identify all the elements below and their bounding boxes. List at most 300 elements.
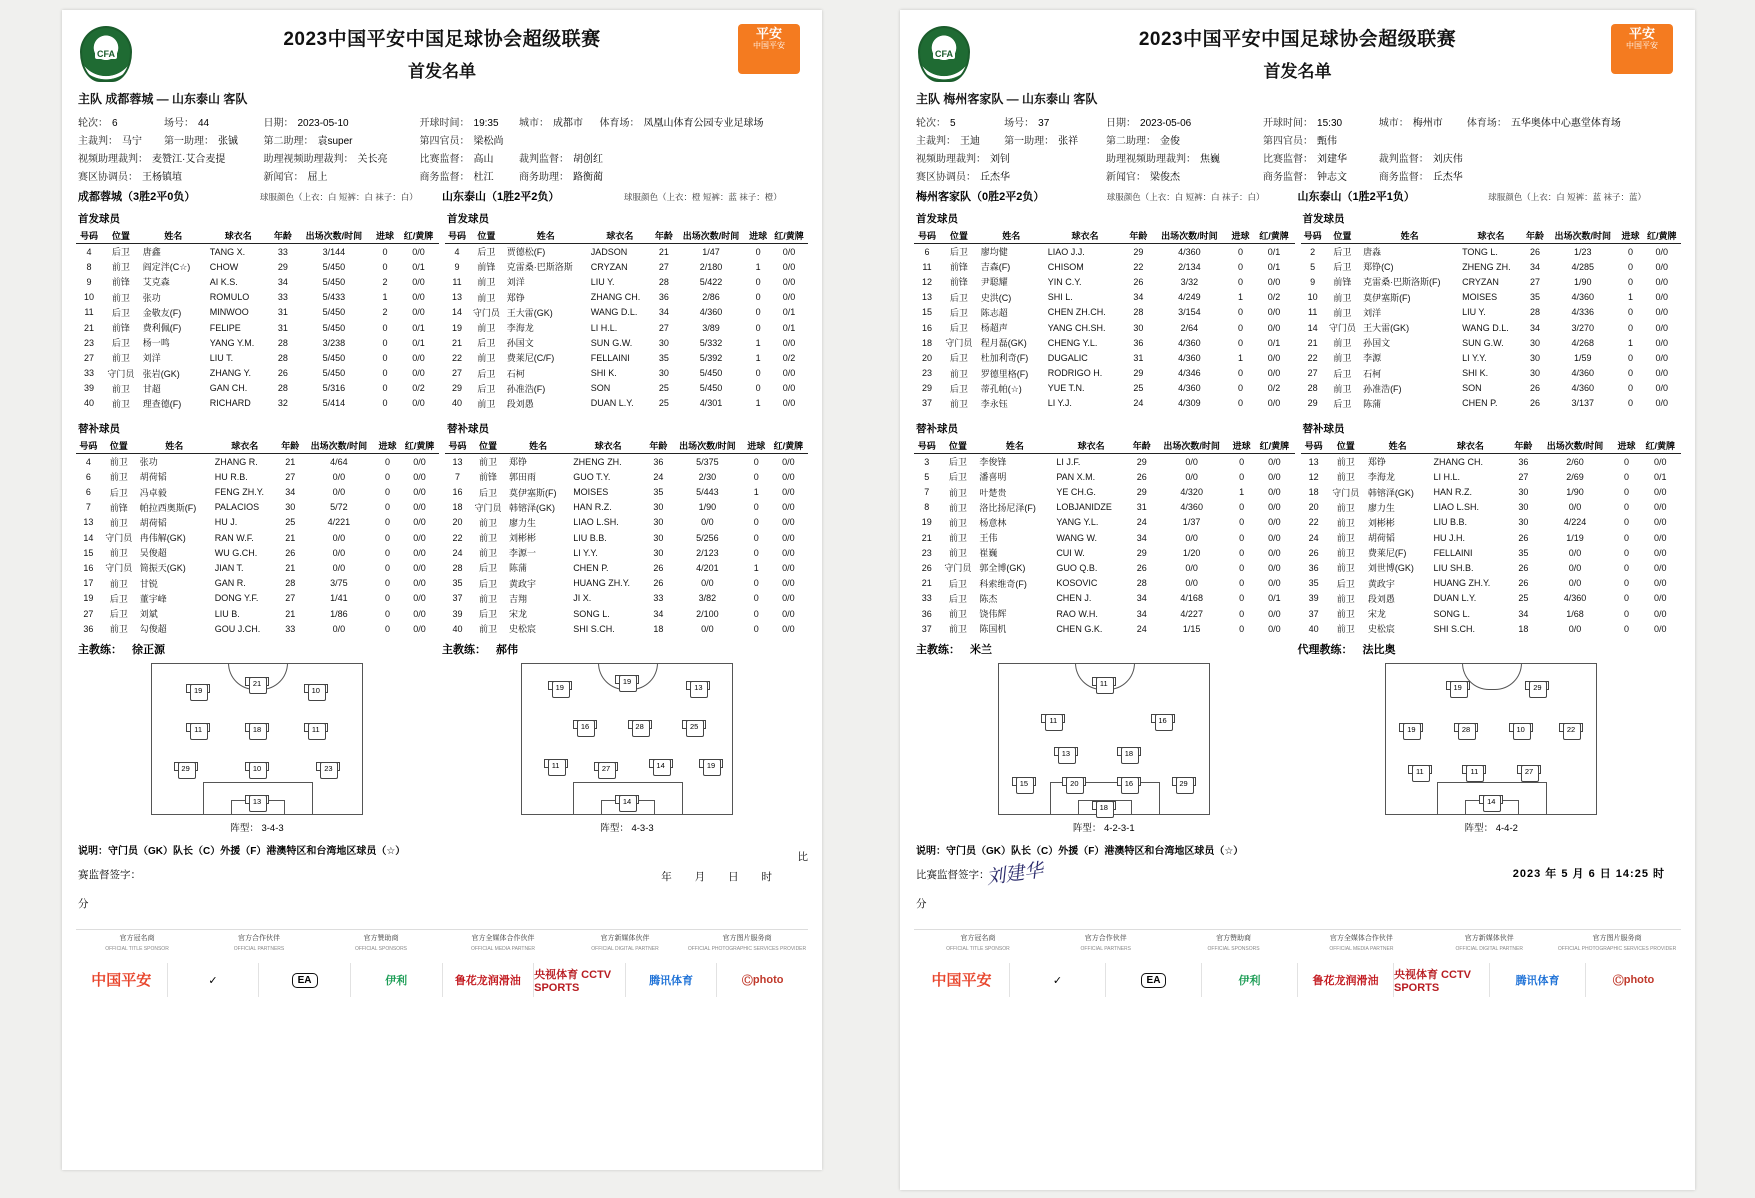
meta-label: 赛区协调员： <box>916 171 976 183</box>
player-position: 后卫 <box>948 457 967 468</box>
column-header: 出场次数/时间 <box>671 438 744 454</box>
away-starters-table <box>445 228 808 411</box>
player-row <box>914 621 1295 636</box>
player-goals: 1 <box>1627 292 1633 303</box>
pitch-diagram <box>998 663 1210 815</box>
player-cards: 0/0 <box>782 487 795 498</box>
player-name: 崔巍 <box>979 548 998 559</box>
team-headers-left <box>62 184 822 204</box>
player-cards: 0/1 <box>1267 246 1281 257</box>
meta-value: 刘钊 <box>990 153 1010 165</box>
player-cards: 0/2 <box>782 352 796 363</box>
ping-an-logo-icon: 平安 中国平安 <box>738 24 800 74</box>
player-cards: 0/0 <box>1654 502 1667 513</box>
sponsor-label: 官方新媒体伙伴 OFFICIAL DIGITAL PARTNER <box>591 935 659 952</box>
player-age: 25 <box>658 398 669 409</box>
player-age: 34 <box>277 276 288 287</box>
player-age: 34 <box>1133 292 1144 303</box>
player-row <box>76 381 439 396</box>
home-kit-block <box>260 188 442 204</box>
player-name: 刘彬彬 <box>1367 517 1395 528</box>
player-age: 24 <box>1133 398 1144 409</box>
player-shirtname: SHI K. <box>590 368 617 379</box>
meta-value: 焦巍 <box>1200 153 1221 165</box>
player-row <box>1301 621 1682 636</box>
table-header-row <box>1301 228 1682 244</box>
player-age: 35 <box>653 487 664 498</box>
player-position: 后卫 <box>109 593 128 604</box>
player-name: 费莱尼(C/F) <box>506 353 555 364</box>
column-header: 位置 <box>470 438 506 454</box>
player-goals: 0 <box>1239 532 1245 543</box>
player-cards: 0/0 <box>1654 547 1667 558</box>
player-cards: 0/0 <box>1268 471 1281 482</box>
player-age: 30 <box>1530 352 1541 363</box>
player-goals: 0 <box>1239 471 1245 482</box>
player-age: 26 <box>1136 562 1147 573</box>
player-apps: 5/414 <box>322 398 346 409</box>
player-apps: 0/0 <box>1568 578 1582 589</box>
player-number: 4 <box>86 246 92 257</box>
player-position: 前卫 <box>111 398 130 409</box>
player-number: 6 <box>924 246 930 257</box>
away-formation-label: 阵型： 4-4-2 <box>1464 823 1518 835</box>
photo-agency-logo-icon: Ⓒ photo <box>741 974 784 988</box>
home-coach <box>916 641 1298 657</box>
player-position: 前卫 <box>1336 624 1355 635</box>
column-header: 红/黄牌 <box>770 228 808 244</box>
player-name: 洛比扬尼泽(F) <box>979 502 1036 513</box>
player-apps: 0/0 <box>701 517 714 528</box>
player-position: 后卫 <box>949 383 968 394</box>
home-kit-colors: 球服颜色（上衣：白 短裤：白 袜子：白） <box>1106 192 1265 202</box>
sponsor-label: 官方新媒体伙伴 OFFICIAL DIGITAL PARTNER <box>1455 935 1523 952</box>
cfa-logo-icon: CFA <box>918 26 970 82</box>
player-shirtname: FELLAINI <box>1433 547 1473 558</box>
player-row <box>914 591 1295 606</box>
player-age: 29 <box>1133 368 1144 379</box>
ping-an-logo-icon: 平安 中国平安 <box>1611 24 1673 74</box>
player-position: 后卫 <box>111 247 130 258</box>
player-cards: 0/0 <box>413 487 426 498</box>
player-name: 吴俊超 <box>139 548 167 559</box>
player-age: 18 <box>653 623 664 634</box>
rosters-right <box>900 204 1695 636</box>
player-number: 9 <box>454 261 460 272</box>
player-apps: 5/450 <box>699 383 723 394</box>
player-apps: 5/72 <box>330 502 348 513</box>
supervisor-signature-label: 比赛监督签字： <box>916 869 990 882</box>
pitch-shirt: 16 <box>574 718 596 736</box>
player-name: 甘超 <box>142 383 161 394</box>
player-apps: 4/268 <box>1571 337 1595 348</box>
player-goals: 0 <box>385 502 391 513</box>
formations-left <box>62 657 822 834</box>
player-shirtname: LIU Y. <box>590 276 615 287</box>
player-shirtname: LI J.F. <box>1056 456 1081 467</box>
player-name: 莫伊塞斯(F) <box>509 487 557 498</box>
player-name: 宋龙 <box>509 609 528 620</box>
column-header: 姓名 <box>504 228 588 244</box>
pitch-shirt: 19 <box>187 682 209 700</box>
player-row <box>76 396 439 411</box>
page-title: 2023中国平安中国足球协会超级联赛 <box>1138 29 1457 50</box>
player-number: 7 <box>85 502 91 513</box>
player-shirtname: LIU SH.B. <box>1433 562 1474 573</box>
team-headers-right <box>900 184 1695 204</box>
player-number: 13 <box>922 292 933 303</box>
player-goals: 0 <box>382 322 388 333</box>
player-number: 27 <box>451 368 462 379</box>
player-position: 后卫 <box>948 472 967 483</box>
player-name: 廖均健 <box>980 247 1008 258</box>
player-row <box>445 335 808 350</box>
player-apps: 5/450 <box>322 368 346 379</box>
home-starters-table <box>914 228 1295 411</box>
player-row <box>1301 469 1682 484</box>
player-row <box>914 469 1295 484</box>
player-shirtname: SON <box>590 383 611 394</box>
pitch-shirt: 11 <box>1093 675 1115 693</box>
player-number: 19 <box>921 517 932 528</box>
player-shirtname: JIAN T. <box>214 562 244 573</box>
player-apps: 0/0 <box>1185 562 1198 573</box>
pitch-shirt: 13 <box>687 679 709 697</box>
away-formation-label: 阵型： 4-3-3 <box>600 823 654 835</box>
photo-agency-logo-icon: Ⓒ photo <box>1612 974 1655 988</box>
player-apps: 0/0 <box>332 547 346 558</box>
player-shirtname: GOU J.CH. <box>214 623 261 634</box>
player-row <box>1301 515 1682 530</box>
player-apps: 4/224 <box>1563 517 1587 528</box>
player-age: 28 <box>1530 307 1541 318</box>
player-cards: 0/0 <box>782 562 795 573</box>
player-row <box>1301 290 1682 305</box>
player-shirtname: JADSON <box>590 246 628 257</box>
player-goals: 0 <box>385 578 391 589</box>
player-goals: 0 <box>1627 246 1633 257</box>
player-cards: 0/0 <box>413 456 426 467</box>
player-goals: 0 <box>753 593 759 604</box>
player-cards: 0/0 <box>1655 276 1669 287</box>
player-shirtname: WANG W. <box>1056 532 1097 543</box>
player-apps: 0/0 <box>1568 623 1582 634</box>
player-apps: 4/227 <box>1180 608 1203 619</box>
player-number: 15 <box>922 307 933 318</box>
player-age: 26 <box>653 578 664 589</box>
meta-value: 梅州市 <box>1412 117 1443 129</box>
player-position: 前卫 <box>1336 563 1355 574</box>
player-cards: 0/0 <box>1268 623 1281 634</box>
player-position: 前卫 <box>111 383 130 394</box>
meta-label: 裁判监督： <box>519 153 569 165</box>
coaches-left <box>62 636 822 657</box>
player-shirtname: CHEN P. <box>573 562 609 573</box>
player-number: 27 <box>84 352 95 363</box>
home-formation-label: 阵型： 4-2-3-1 <box>1072 823 1135 835</box>
home-roster <box>76 208 439 636</box>
player-row <box>76 290 439 305</box>
away-roster <box>445 208 808 636</box>
meta-value: 梁松尚 <box>473 135 504 147</box>
player-row <box>1301 576 1682 591</box>
handwritten-signature: 刘建华 <box>985 860 1045 890</box>
player-apps: 1/90 <box>698 502 717 513</box>
player-name: 莫伊塞斯(F) <box>1363 292 1411 303</box>
player-position: 前锋 <box>477 262 496 273</box>
player-apps: 1/90 <box>1566 487 1584 498</box>
meta-label: 日期： <box>1106 117 1137 129</box>
player-apps: 1/86 <box>330 608 348 619</box>
player-cards: 0/1 <box>412 337 425 348</box>
away-kit-colors: 球服颜色（上衣：橙 短裤：蓝 袜子：橙） <box>624 192 782 202</box>
player-position: 前卫 <box>111 353 130 364</box>
player-number: 36 <box>83 623 94 634</box>
player-name: 杨超声 <box>980 323 1008 334</box>
cfa-logo-icon: CFA <box>80 26 132 82</box>
pitch-shirt: 13 <box>246 793 268 811</box>
player-number: 40 <box>84 398 95 409</box>
player-cards: 0/0 <box>1654 578 1667 589</box>
player-position: 后卫 <box>477 383 496 394</box>
meta-value: 金俊 <box>1160 135 1181 147</box>
player-apps: 5/422 <box>699 276 723 287</box>
player-goals: 1 <box>1239 487 1245 498</box>
player-goals: 0 <box>385 623 391 634</box>
player-number: 18 <box>452 502 463 513</box>
meta-label: 商务助理： <box>519 171 569 183</box>
player-goals: 0 <box>382 383 388 394</box>
player-number: 19 <box>451 322 462 333</box>
player-position: 后卫 <box>478 609 497 620</box>
player-position: 前卫 <box>477 323 496 334</box>
player-goals: 1 <box>755 398 761 409</box>
player-position: 前卫 <box>109 472 128 483</box>
meta-value: 44 <box>198 117 210 129</box>
meta-label: 第四官员： <box>1263 135 1314 147</box>
player-position: 前卫 <box>1336 517 1355 528</box>
player-name: 叶楚贵 <box>979 487 1007 498</box>
away-coach-label: 主教练： <box>442 644 486 657</box>
player-row <box>914 530 1295 545</box>
player-row <box>445 606 808 621</box>
player-name: 孙准浩(F) <box>1363 383 1402 394</box>
column-header: 年龄 <box>1523 228 1547 244</box>
player-row <box>76 350 439 365</box>
player-age: 34 <box>658 307 669 318</box>
player-apps: 3/137 <box>1571 398 1595 409</box>
player-apps: 4/285 <box>1571 261 1595 272</box>
pitch-diagram <box>521 663 733 815</box>
player-goals: 0 <box>385 517 391 528</box>
pitch-shirt: 11 <box>187 721 209 739</box>
away-formation <box>1385 663 1597 834</box>
minute-label: 分 <box>78 898 89 911</box>
player-shirtname: HU R.B. <box>214 471 248 482</box>
player-number: 8 <box>86 261 92 272</box>
player-number: 28 <box>1307 383 1318 394</box>
meta-value: 丘杰华 <box>980 171 1010 183</box>
meta-value: 张祥 <box>1058 135 1079 147</box>
column-header: 出场次数/时间 <box>296 228 372 244</box>
player-shirtname: LI Y.J. <box>1047 398 1072 409</box>
supervisor-signature-label: 赛监督签字： <box>78 869 141 882</box>
home-coach-label: 主教练： <box>78 644 122 657</box>
player-age: 32 <box>277 398 288 409</box>
player-row <box>914 274 1295 289</box>
player-name: 廖力生 <box>509 517 537 528</box>
meta-value: 6 <box>112 117 118 129</box>
player-goals: 0 <box>1237 261 1243 272</box>
player-name: 陈志超 <box>980 307 1008 318</box>
column-header: 位置 <box>101 438 137 454</box>
meta-value: 2023-05-06 <box>1140 117 1192 129</box>
meta-label: 场号： <box>1004 117 1035 129</box>
meta-value: 丘杰华 <box>1432 171 1463 183</box>
meta-row <box>78 112 806 130</box>
player-name: 杨意林 <box>979 517 1007 528</box>
player-shirtname: MINWOO <box>209 307 249 318</box>
player-number: 22 <box>1308 517 1319 528</box>
player-row <box>1301 454 1682 470</box>
player-row <box>1301 274 1682 289</box>
player-row <box>445 350 808 365</box>
column-header: 位置 <box>102 228 140 244</box>
player-position: 后卫 <box>1333 262 1352 273</box>
player-shirtname: LIU Y. <box>1462 307 1486 318</box>
player-position: 前锋 <box>109 502 128 513</box>
player-apps: 5/450 <box>322 352 346 363</box>
player-position: 守门员 <box>1332 487 1360 498</box>
player-apps: 2/64 <box>1180 322 1199 333</box>
player-row <box>1301 259 1682 274</box>
meta-row <box>916 148 1679 166</box>
player-shirtname: SUN G.W. <box>1462 337 1504 348</box>
player-row <box>1301 244 1682 260</box>
table-header-row <box>76 228 439 244</box>
player-name: 吉翔 <box>509 593 528 604</box>
column-header: 号码 <box>1301 438 1327 454</box>
pitch-diagram <box>1385 663 1597 815</box>
player-age: 26 <box>285 547 296 558</box>
player-name: 王伟 <box>979 533 998 544</box>
player-position: 后卫 <box>1333 368 1352 379</box>
player-name: 李源 <box>1363 353 1382 364</box>
column-header: 年龄 <box>278 438 303 454</box>
player-cards: 0/0 <box>412 276 425 287</box>
table-header-row <box>914 228 1295 244</box>
player-apps: 0/0 <box>1185 456 1198 467</box>
player-apps: 5/443 <box>696 487 719 498</box>
meta-value: 5 <box>950 117 956 129</box>
player-name: 胡荷韬 <box>139 517 167 528</box>
player-row <box>76 320 439 335</box>
player-row <box>76 500 439 515</box>
tencent-sports-logo-icon: 腾讯体育 <box>1490 963 1586 997</box>
player-position: 后卫 <box>948 578 967 589</box>
pitch-shirt: 29 <box>1526 679 1548 697</box>
ping-an-sponsor-logo: 中国平安 <box>914 963 1010 997</box>
pitch-shirt: 10 <box>305 682 327 700</box>
player-row <box>445 454 808 470</box>
column-header: 红/黄牌 <box>1253 228 1294 244</box>
pitch-shirt: 14 <box>616 793 638 811</box>
column-header: 球衣名 <box>1053 438 1129 454</box>
player-cards: 0/1 <box>782 307 796 318</box>
player-apps: 1/41 <box>330 593 348 604</box>
meta-label: 裁判监督： <box>1378 153 1429 165</box>
player-cards: 0/0 <box>782 276 796 287</box>
player-shirtname: LIAO L.SH. <box>573 517 619 528</box>
player-shirtname: CHEN J. <box>1056 593 1092 604</box>
player-shirtname: CRYZAN <box>590 261 628 272</box>
meta-value: 杜江 <box>473 171 494 183</box>
player-number: 11 <box>452 276 462 287</box>
ea-sports-logo-icon: EA <box>1106 963 1202 997</box>
player-goals: 0 <box>1237 368 1243 379</box>
player-age: 29 <box>1136 487 1147 498</box>
player-number: 16 <box>83 562 94 573</box>
player-cards: 0/0 <box>1268 456 1281 467</box>
player-shirtname: CHISOM <box>1047 261 1084 272</box>
player-cards: 0/0 <box>782 517 795 528</box>
player-cards: 0/0 <box>413 623 426 634</box>
starters-label: 首发球员 <box>447 213 489 225</box>
player-shirtname: HAN R.Z. <box>1433 487 1472 498</box>
player-cards: 0/0 <box>1654 487 1667 498</box>
player-position: 后卫 <box>949 247 968 258</box>
player-goals: 0 <box>1239 593 1245 604</box>
player-number: 6 <box>85 471 91 482</box>
player-name: 韩镕泽(GK) <box>509 502 556 513</box>
player-shirtname: DUGALIC <box>1047 352 1088 363</box>
player-age: 28 <box>277 352 288 363</box>
player-position: 守门员 <box>472 307 500 318</box>
player-row <box>445 259 808 274</box>
player-position: 后卫 <box>478 578 497 589</box>
player-goals: 0 <box>1623 623 1629 634</box>
player-name: 尹聪耀 <box>980 277 1008 288</box>
player-position: 前卫 <box>1336 472 1355 483</box>
player-name: 艾克森 <box>142 277 170 288</box>
player-age: 33 <box>285 623 296 634</box>
player-age: 30 <box>658 368 669 379</box>
player-name: 科索维奇(F) <box>979 578 1027 589</box>
player-name: 石柯 <box>1363 368 1382 379</box>
meta-label: 第一助理： <box>1004 135 1055 147</box>
player-number: 21 <box>84 322 95 333</box>
player-name: 冯卓毅 <box>139 487 167 498</box>
player-age: 28 <box>658 276 669 287</box>
player-age: 29 <box>277 261 288 272</box>
player-goals: 0 <box>753 608 759 619</box>
player-position: 前锋 <box>949 262 968 273</box>
player-number: 18 <box>1308 487 1319 498</box>
player-row <box>76 244 439 260</box>
pitch-shirt: 21 <box>246 675 268 693</box>
away-coach-name: 郝伟 <box>496 644 518 657</box>
player-number: 11 <box>84 307 94 318</box>
player-goals: 0 <box>1623 502 1629 513</box>
player-name: 胡荷韬 <box>1367 533 1395 544</box>
player-position: 前卫 <box>948 517 967 528</box>
player-position: 前卫 <box>111 292 130 303</box>
player-number: 36 <box>921 608 932 619</box>
player-row <box>76 259 439 274</box>
player-goals: 0 <box>755 307 761 318</box>
player-position: 前卫 <box>109 578 128 589</box>
starters-label: 首发球员 <box>916 213 958 225</box>
